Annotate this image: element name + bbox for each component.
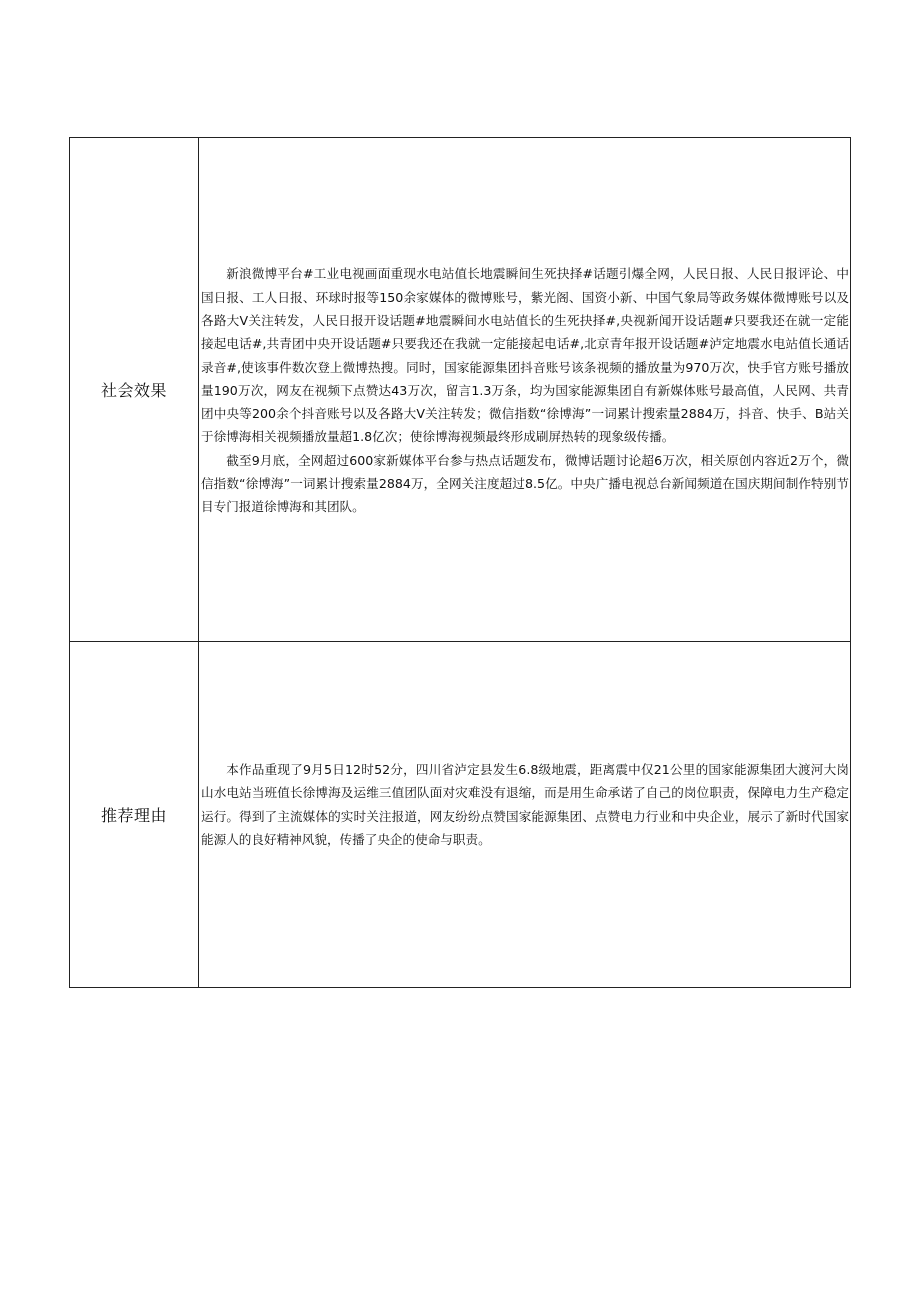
recommendation-reason-text (199, 758, 850, 851)
row-content-social-effect (199, 138, 851, 642)
table-row-recommendation-reason (70, 642, 851, 988)
recommendation-form-table (69, 137, 851, 988)
recommendation-reason-paragraph-1: 本作品重现了9月5日12时52分，四川省泸定县发生6.8级地震，距离震中仅21公里的国家能源集团大渡河大岗山水电站当班值长徐博海及运维三值团队面对灾难没有退缩，而是用生命承诺了自己的岗位职责，保障电力生产稳定运行。得到了主流媒体的实时关注报道，网友纷纷点赞国家能源集团、点赞电力行业和中央企业，展示了新时代国家能源人的良好精神风貌，传播了央企的使命与职责。 (201, 761, 849, 847)
row-label-recommendation-reason: 推荐理由 (70, 642, 199, 988)
social-effect-text (199, 260, 850, 518)
row-content-recommendation-reason (199, 642, 851, 988)
table-row-social-effect (70, 138, 851, 642)
social-effect-paragraph-1: 新浪微博平台#工业电视画面重现水电站值长地震瞬间生死抉择#话题引爆全网，人民日报、人民日报评论、中国日报、工人日报、环球时报等150余家媒体的微博账号，紫光阁、国资小新、中国气象局等政务媒体微博账号以及各路大V关注转发，人民日报开设话题#地震瞬间水电站值长的生死抉择#,央视新闻开设话题#只要我还在就一定能接起电话#,共青团中央开设话题#只要我还在我就一定能接起电话#,北京青年报开设话题#泸定地震水电站值长通话录音#,使该事件数次登上微博热搜。同时，国家能源集团抖音账号该条视频的播放量为970万次，快手官方账号播放量190万次，网友在视频下点赞达43万次，留言1.3万条，均为国家能源集团自有新媒体账号最高值，人民网、共青团中央等200余个抖音账号以及各路大V关注转发；微信指数“徐博海”一词累计搜索量2884万，抖音、快手、B站关于徐博海相关视频播放量超1.8亿次；使徐博海视频最终形成刷屏热转的现象级传播。 (201, 266, 849, 445)
social-effect-paragraph-2: 截至9月底，全网超过600家新媒体平台参与热点话题发布，微博话题讨论超6万次，相关原创内容近2万个，微信指数“徐博海”一词累计搜索量2884万，全网关注度超过8.5亿。中央广播电视总台新闻频道在国庆期间制作特别节目专门报道徐博海和其团队。 (201, 452, 849, 515)
row-label-social-effect: 社会效果 (70, 138, 199, 642)
